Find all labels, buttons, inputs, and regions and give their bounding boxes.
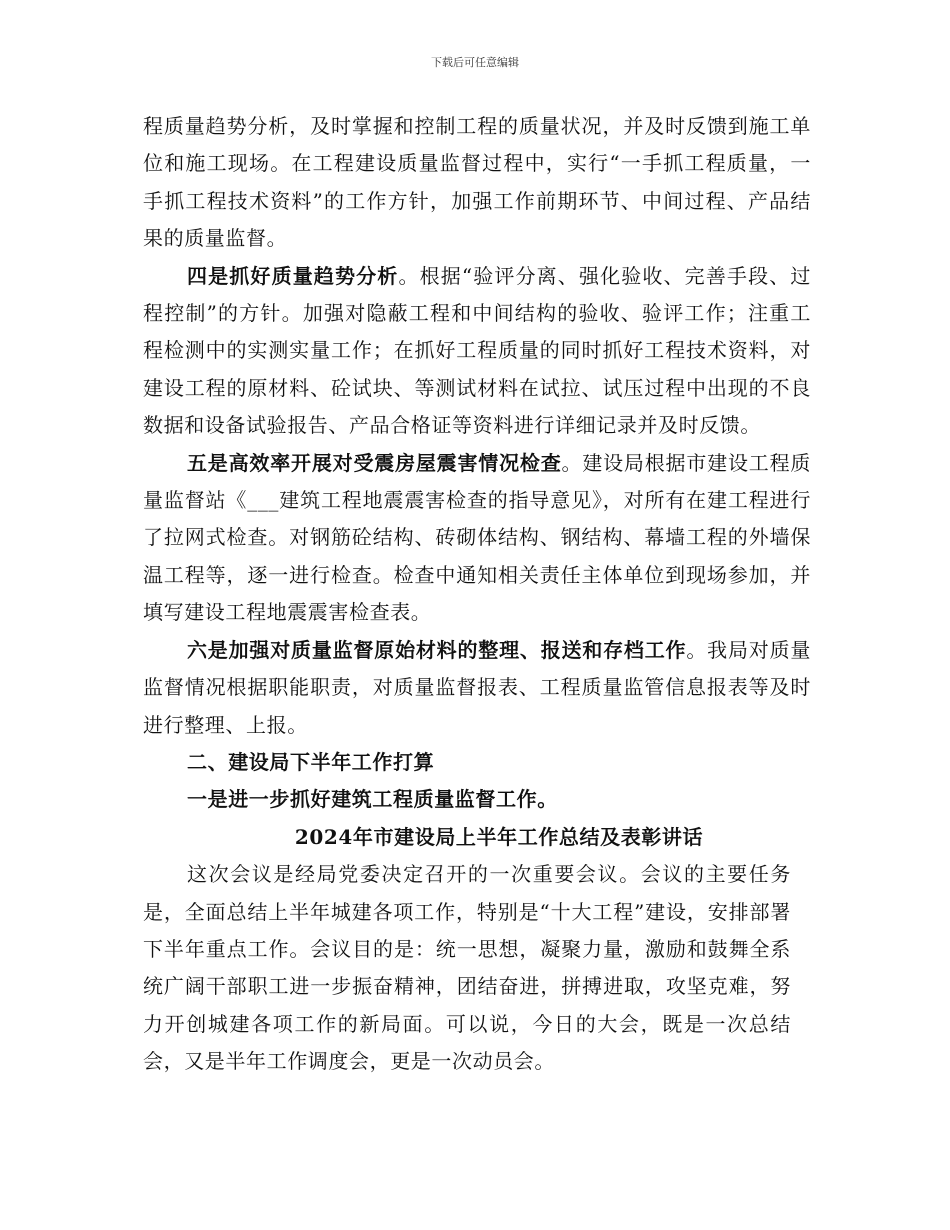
- section-heading: 二、建设局下半年工作打算: [187, 749, 435, 774]
- paragraph-text: 。我局对质量监督情况根据职能职责，对质量监督报表、工程质量监管信息报表等及时进行整理、上报。: [143, 637, 811, 737]
- paragraph-lead: 六是加强对质量监督原始材料的整理、报送和存档工作: [187, 637, 687, 662]
- subsection-heading: 一是进一步抓好建筑工程质量监督工作。: [187, 787, 558, 812]
- paragraph-quality-trend: [143, 258, 811, 445]
- page-header: 下载后可任意编辑: [431, 56, 519, 69]
- document-title: 2024年市建设局上半年工作总结及表彰讲话: [294, 824, 704, 849]
- paragraph-earthquake-check: [143, 445, 811, 632]
- paragraph-text: 。根据“验评分离、强化验收、完善手段、过程控制”的方针。加强对隐蔽工程和中间结构的验收、验评工作；注重工程检测中的实测实量工作；在抓好工程质量的同时抓好工程技术资料，对建设工程的原材料、砼试块、等测试材料在试拉、试压过程中出现的不良数据和设备试验报告、产品合格证等资料进行详细记录并及时反馈。: [143, 263, 811, 438]
- paragraph-records: [143, 632, 811, 744]
- paragraph-lead: 四是抓好质量趋势分析: [187, 263, 399, 288]
- paragraph-lead: 五是高效率开展对受震房屋震害情况检查: [187, 450, 562, 475]
- paragraph-speech-intro: 这次会议是经局党委决定召开的一次重要会议。会议的主要任务是，全面总结上半年城建各项工作，特别是“十大工程”建设，安排部署下半年重点工作。会议目的是：统一思想，凝聚力量，激励和鼓舞全系统广阔干部职工进一步振奋精神，团结奋进，拼搏进取，攻坚克难，努力开创城建各项工作的新局面。可以说，今日的大会，既是一次总结会，又是半年工作调度会，更是一次动员会。: [143, 862, 791, 1074]
- document-body: [143, 108, 811, 1081]
- paragraph-text: 。建设局根据市建设工程质量监督站《___建筑工程地震震害检查的指导意见》，对所有在建工程进行了拉网式检查。对钢筋砼结构、砖砌体结构、钢结构、幕墙工程的外墙保温工程等，逐一进行检查。检查中通知相关责任主体单位到现场参加，并填写建设工程地震震害检查表。: [143, 450, 811, 625]
- paragraph-continued: 程质量趋势分析，及时掌握和控制工程的质量状况，并及时反馈到施工单位和施工现场。在工程建设质量监督过程中，实行“一手抓工程质量，一手抓工程技术资料”的工作方针，加强工作前期环节、中间过程、产品结果的质量监督。: [143, 114, 811, 251]
